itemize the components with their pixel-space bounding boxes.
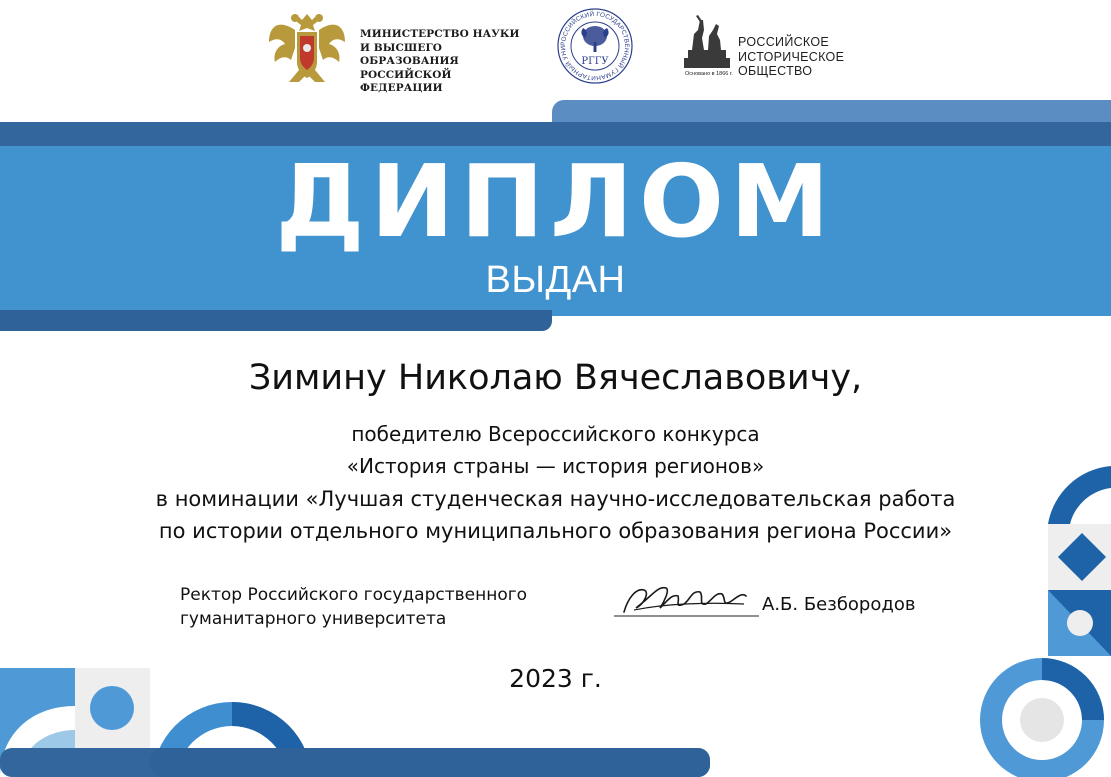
- rggu-monogram: РГГУ: [581, 56, 609, 67]
- rggu-seal-icon: [555, 6, 635, 86]
- eagle-emblem-icon: [265, 8, 349, 88]
- rector-title-line-2: гуманитарного университета: [180, 609, 447, 629]
- rio-line-3: ОБЩЕСТВО: [738, 64, 813, 78]
- nomination-line-2: по истории отдельного муниципального образования региона России»: [158, 519, 953, 543]
- decorative-shapes-bottom: [0, 660, 720, 777]
- recipient-name: Зимину Николаю Вячеславовичу,: [248, 358, 863, 398]
- banner-bottom-tab: [0, 310, 552, 331]
- ministry-logo: [265, 8, 520, 94]
- monument-icon: [682, 14, 732, 70]
- rio-founded: Основано в 1866 г.: [685, 71, 733, 77]
- rector-title: [180, 583, 600, 631]
- ministry-line-3: РОССИЙСКОЙ ФЕДЕРАЦИИ: [360, 68, 452, 94]
- diploma-subtitle: ВЫДАН: [485, 259, 626, 301]
- contest-name: «История страны — история регионов»: [346, 454, 765, 478]
- issue-year: 2023 г.: [509, 664, 602, 693]
- rector-title-line-1: Ректор Российского государственного: [180, 585, 528, 605]
- diploma-title: ДИПЛОМ: [275, 143, 836, 260]
- rio-line-2: ИСТОРИЧЕСКОЕ: [738, 49, 845, 64]
- rio-line-1: РОССИЙСКОЕ: [738, 35, 830, 49]
- ministry-line-2: И ВЫСШЕГО ОБРАЗОВАНИЯ: [360, 41, 459, 67]
- handwritten-signature-icon: [614, 578, 759, 620]
- nomination-line-1: в номинации «Лучшая студенческая научно-исследовательская работа: [155, 487, 956, 511]
- rggu-ring-text: РОССИЙСКИЙ ГОСУДАРСТВЕННЫЙ ГУМАНИТАРНЫЙ УНИ: [559, 10, 631, 82]
- ministry-line-1: МИНИСТЕРСТВО НАУКИ: [360, 28, 520, 40]
- decorative-shapes-right: [980, 458, 1111, 777]
- award-line-1: победителю Всероссийского конкурса: [351, 422, 760, 446]
- signatory-name: А.Б. Безбородов: [762, 594, 916, 615]
- rio-logo: [682, 14, 852, 82]
- rggu-logo: [555, 6, 635, 86]
